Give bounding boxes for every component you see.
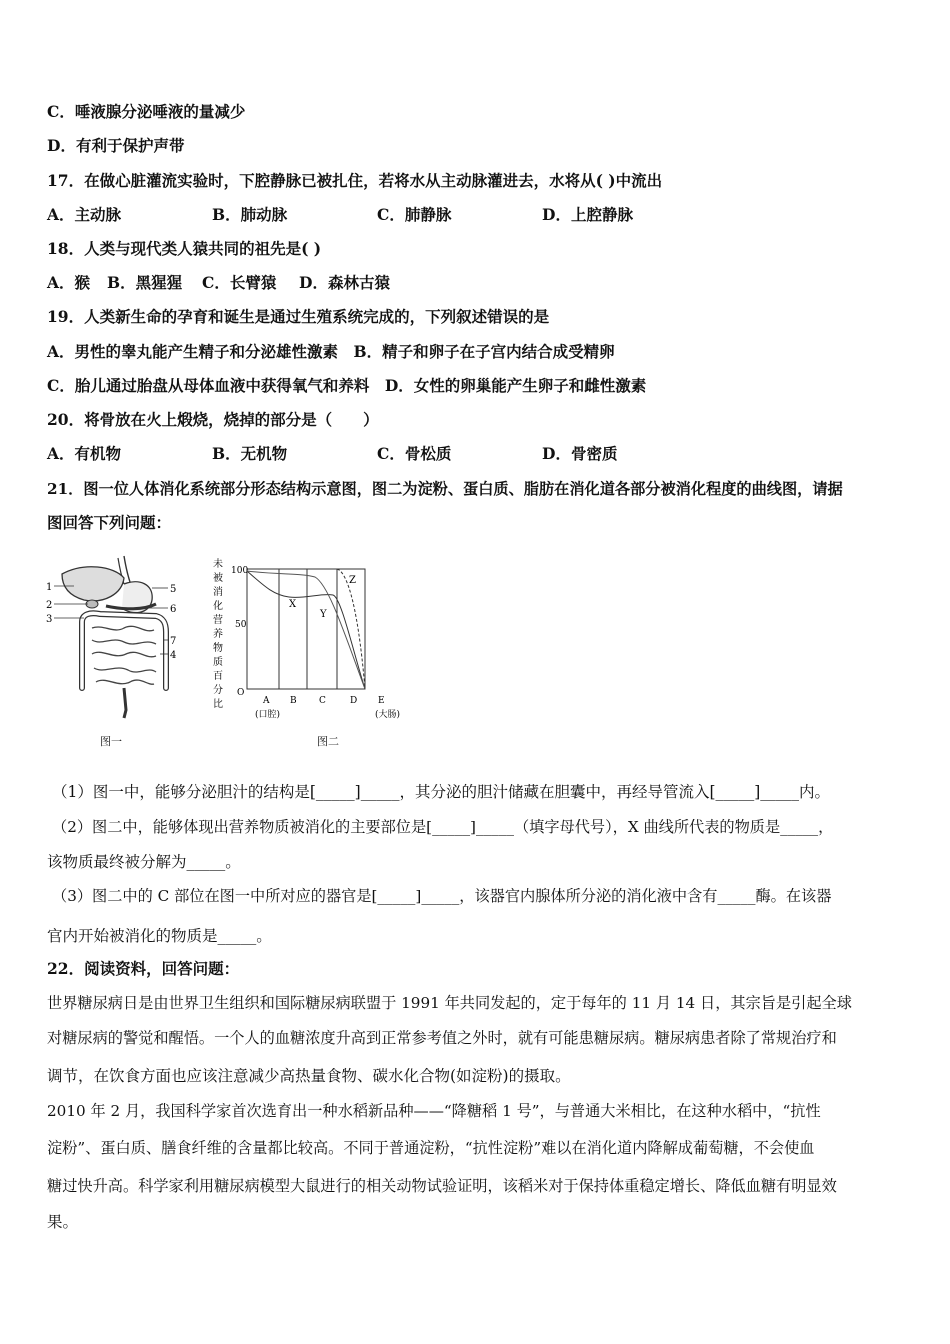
figure-2-caption: 图二 — [317, 735, 339, 748]
figure-2-digestion-chart — [205, 555, 425, 725]
q17-option-d: D．上腔静脉 — [542, 205, 633, 224]
svg-text:比: 比 — [213, 699, 223, 710]
svg-text:物: 物 — [213, 643, 223, 654]
q20-option-c: C．骨松质 — [377, 444, 452, 463]
fig2-label-z: Z — [349, 575, 356, 586]
q20-option-d: D．骨密质 — [542, 444, 618, 463]
q16-option-d: D．有利于保护声带 — [47, 136, 185, 155]
svg-text:未: 未 — [213, 559, 223, 570]
fig1-label-2: 2 — [46, 600, 53, 611]
q18-option-c: C．长臂猿 — [202, 273, 277, 292]
q16-option-c: C．唾液腺分泌唾液的量减少 — [47, 102, 246, 121]
q18-stem: 18．人类与现代类人猿共同的祖先是( ) — [47, 239, 322, 258]
fig2-x-b: B — [290, 696, 297, 706]
fig2-label-y: Y — [320, 609, 327, 620]
q21-sub3-line2: 官内开始被消化的物质是_____。 — [47, 927, 272, 945]
svg-text:营: 营 — [213, 615, 223, 626]
figure-1-digestive-system — [44, 548, 194, 748]
q18-option-d: D．森林古猿 — [299, 273, 390, 292]
svg-text:化: 化 — [213, 601, 223, 612]
fig2-curve-z — [337, 569, 365, 689]
svg-text:被: 被 — [213, 573, 223, 584]
q19-options-row1: A．男性的睾丸能产生精子和分泌雄性激素 B．精子和卵子在子宫内结合成受精卵 — [47, 342, 615, 361]
fig2-ylabel — [213, 557, 223, 710]
fig2-y-100: 100 — [231, 566, 249, 576]
fig1-label-5: 5 — [170, 584, 177, 595]
q21-sub3-line1: （3）图二中的 C 部位在图一中所对应的器官是[_____]_____，该器官内腺体所分泌的消化液中含有_____酶。在该器 — [52, 887, 832, 905]
q21-sub1: （1）图一中，能够分泌胆汁的结构是[_____]_____，其分泌的胆汁储藏在胆囊中，再经导管流入[_____]_____内。 — [52, 783, 831, 801]
svg-text:消: 消 — [213, 587, 223, 598]
fig1-label-6: 6 — [170, 604, 177, 615]
fig2-x-e: E — [378, 696, 385, 706]
fig2-y-50: 50 — [235, 620, 247, 630]
q19-options-row2: C．胎儿通过胎盘从母体血液中获得氧气和养料 D．女性的卵巢能产生卵子和雌性激素 — [47, 376, 647, 395]
fig1-label-7: 7 — [170, 636, 177, 647]
fig1-label-3: 3 — [46, 614, 53, 625]
fig2-x-a: A — [263, 696, 270, 706]
q17-option-a: A．主动脉 — [47, 205, 122, 224]
svg-text:分: 分 — [213, 685, 223, 696]
q22-p2-line2: 淀粉”、蛋白质、膳食纤维的含量都比较高。不同于普通淀粉，“抗性淀粉”难以在消化道内降解成葡萄糖，不会使血 — [47, 1139, 815, 1157]
fig1-label-1: 1 — [46, 582, 53, 593]
fig2-x-d: D — [350, 696, 358, 706]
q22-p2-line4: 果。 — [47, 1213, 79, 1231]
q21-stem-line1: 21．图一位人体消化系统部分形态结构示意图，图二为淀粉、蛋白质、脂肪在消化道各部分被消化程度的曲线图，请据 — [47, 480, 843, 498]
fig2-x-c: C — [319, 696, 326, 706]
q22-p1-line2: 对糖尿病的警觉和醒悟。一个人的血糖浓度升高到正常参考值之外时，就有可能患糖尿病。糖尿病患者除了常规治疗和 — [47, 1029, 837, 1047]
q21-stem-line2: 图回答下列问题： — [47, 513, 172, 532]
fig2-curve-x — [247, 571, 365, 689]
q22-p2-line1: 2010 年 2 月，我国科学家首次选育出一种水稻新品种——“降糖稻 1 号”，与普通大米相比，在这种水稻中，“抗性 — [47, 1102, 821, 1120]
q22-p2-line3: 糖过快升高。科学家利用糖尿病模型大鼠进行的相关动物试验证明，该稻米对于保持体重稳定增长、降低血糖有明显效 — [47, 1177, 837, 1195]
q22-p1-line3: 调节，在饮食方面也应该注意减少高热量食物、碳水化合物(如淀粉)的摄取。 — [47, 1067, 571, 1085]
q17-option-b: B．肺动脉 — [212, 205, 288, 224]
svg-text:养: 养 — [213, 629, 223, 640]
q20-stem: 20．将骨放在火上煅烧，烧掉的部分是（ ） — [47, 410, 379, 429]
q19-stem: 19．人类新生命的孕育和诞生是通过生殖系统完成的，下列叙述错误的是 — [47, 307, 550, 326]
fig2-x-e-note: (大肠) — [375, 710, 401, 720]
figure-1-caption: 图一 — [100, 735, 122, 748]
q18-option-a: A．猴 — [47, 273, 91, 292]
q21-sub2-line2: 该物质最终被分解为_____。 — [47, 853, 241, 871]
fig2-origin: O — [237, 688, 245, 698]
q20-option-b: B．无机物 — [212, 444, 288, 463]
q17-stem: 17．在做心脏灌流实验时，下腔静脉已被扎住，若将水从主动脉灌进去，水将从( )中流出 — [47, 171, 663, 190]
q22-p1-line1: 世界糖尿病日是由世界卫生组织和国际糖尿病联盟于 1991 年共同发起的，定于每年的 11 月 14 日，其宗旨是引起全球 — [47, 994, 852, 1012]
q20-option-a: A．有机物 — [47, 444, 122, 463]
fig2-curve-y — [247, 571, 365, 689]
fig2-label-x: X — [289, 599, 297, 610]
fig1-label-4: 4 — [170, 650, 177, 661]
q18-option-b: B．黑猩猩 — [107, 273, 183, 292]
q21-sub2-line1: （2）图二中，能够体现出营养物质被消化的主要部位是[_____]_____（填字母代号），X 曲线所代表的物质是_____， — [52, 818, 834, 836]
svg-text:百: 百 — [213, 671, 223, 682]
q17-option-c: C．肺静脉 — [377, 205, 452, 224]
fig2-x-a-note: (口腔) — [255, 710, 281, 720]
svg-text:质: 质 — [213, 657, 223, 668]
q22-stem: 22．阅读资料，回答问题： — [47, 959, 240, 978]
